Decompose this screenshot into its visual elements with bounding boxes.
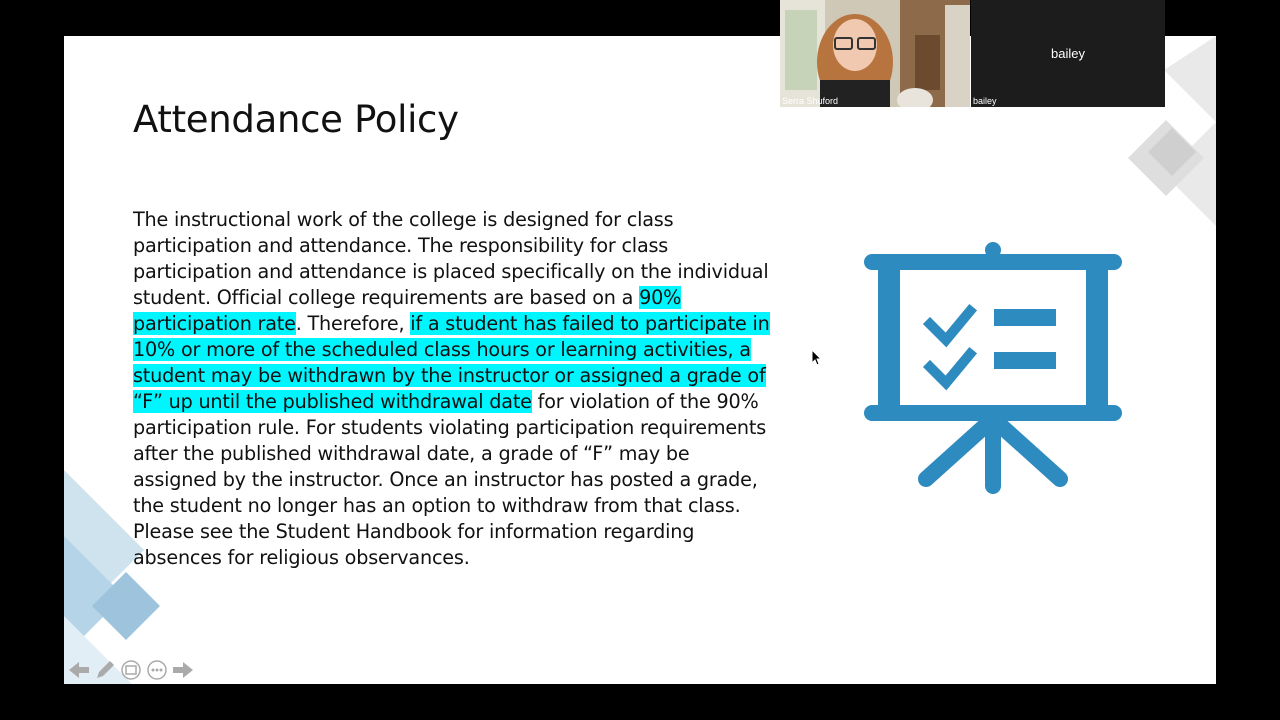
video-tile-participant[interactable] [780,0,970,107]
video-tile-participant[interactable] [971,0,1165,107]
participant-name-label: Serra Shuford [782,96,839,106]
participant-display-name: bailey [1051,46,1085,61]
body-text-segment: for violation of the 90% participation rule. For students violating participation requirements after the published withdrawal date, a grade of “F” may be assigned by the instructor. Once an instructor has posted a grade, the student no longer has an option to withdraw from that class. Please see the Student Handbook for information regarding absences for religious observances. [133,390,767,569]
highlighted-text: 90% participation rate [133,286,682,335]
slide-title: Attendance Policy [133,98,459,141]
slideshow-controls [68,659,194,681]
mouse-cursor-icon [812,350,822,366]
slide [64,36,1216,684]
more-options-icon[interactable] [146,659,168,681]
body-text-segment: . Therefore, [295,312,411,335]
slide-body-text [133,207,773,571]
slide-overview-icon[interactable] [120,659,142,681]
pen-icon[interactable] [94,659,116,681]
next-slide-icon[interactable] [172,659,194,681]
participant-name-label: bailey [973,96,997,106]
highlighted-text: if a student has failed to participate in 10% or more of the scheduled class hours or learning activities, a student may be withdrawn by the instructor or assigned a grade of “F” up until the published withdrawal date [133,312,770,413]
participant-video-feed [780,0,970,107]
body-text-segment: The instructional work of the college is designed for class participation and attendance. The responsibility for class participation and attendance is placed specifically on the individual student. Official college requirements are based on a [133,208,769,309]
presentation-easel-checklist-icon [864,239,1124,499]
previous-slide-icon[interactable] [68,659,90,681]
